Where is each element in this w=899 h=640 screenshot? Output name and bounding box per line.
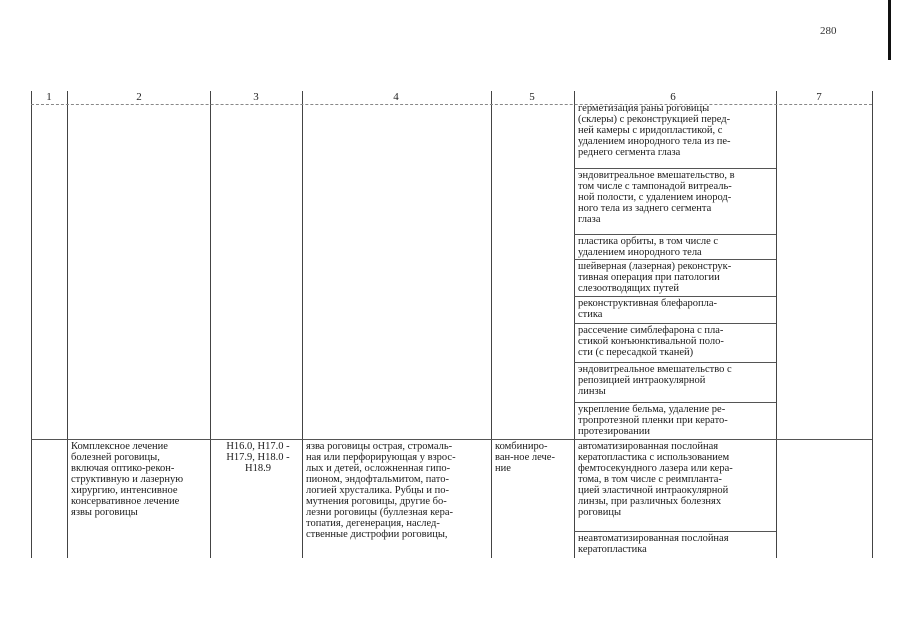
row-separator [574, 402, 776, 403]
col-divider-6 [776, 91, 777, 558]
column-number: 4 [393, 91, 399, 103]
row-separator [574, 362, 776, 363]
row-separator [574, 168, 776, 169]
column-number: 6 [670, 91, 676, 103]
patient-model-cell: язва роговицы острая, стромаль- ная или перфорирующая у взрос- лых и детей, осложненная гипо- пионом, эндофтальмитом, пато- логией хрусталика. Рубцы и по- мутнения роговицы, другие бо- лезни роговицы (буллезная кера- топатия, дегенерация, наслед- ственные дистрофии роговицы, [306, 441, 456, 540]
treatment-method-cell: пластика орбиты, в том числе с удалением инородного тела [578, 236, 719, 258]
treatment-method-cell: неавтоматизированная послойная кератопластика [578, 533, 729, 555]
row-separator-full [31, 439, 872, 440]
row-separator [574, 531, 776, 532]
column-number: 7 [816, 91, 822, 103]
column-number: 2 [136, 91, 142, 103]
treatment-method-cell: автоматизированная послойная кератопластика с использованием фемтосекундного лазера или кера- тома, в том числе с реимпланта- цией эластичной интраокулярной линзы, при различных болезнях роговицы [578, 441, 733, 518]
row-separator [574, 323, 776, 324]
col-divider-1 [67, 91, 68, 558]
treatment-method-cell: эндовитреальное вмешательство с репозицией интраокулярной линзы [578, 364, 732, 397]
col-divider-5 [574, 91, 575, 558]
column-number: 3 [253, 91, 259, 103]
care-type-name-cell: Комплексное лечение болезней роговицы, включая оптико-рекон- структивную и лазерную хирургию, интенсивное консервативное лечение язвы роговицы [71, 441, 184, 518]
scan-edge-mark [888, 0, 891, 60]
page-number: 280 [820, 25, 837, 37]
treatment-method-cell: реконструктивная блефаропла- стика [578, 298, 718, 320]
row-separator [574, 234, 776, 235]
column-number: 1 [46, 91, 52, 103]
treatment-method-cell: укрепление бельма, удаление ре- тропротезной пленки при керато- протезировании [578, 404, 728, 437]
col-divider-3 [302, 91, 303, 558]
row-separator [574, 259, 776, 260]
treatment-type-cell: комбиниро- ван-ное лече- ние [495, 441, 555, 474]
table-border-right [872, 91, 873, 558]
row-separator [574, 296, 776, 297]
table-border-left [31, 91, 32, 558]
treatment-method-cell: рассечение симблефарона с пла- стикой конъюнктивальной поло- сти (с пересадкой тканей) [578, 325, 724, 358]
treatment-method-cell: шейверная (лазерная) реконструк- тивная операция при патологии слезоотводящих путей [578, 261, 732, 294]
treatment-method-cell: герметизация раны роговицы (склеры) с реконструкцией перед- ней камеры с иридопластикой, с удалением инородного тела из пе- реднего сегмента глаза [578, 103, 731, 158]
column-number: 5 [529, 91, 535, 103]
treatment-method-cell: эндовитреальное вмешательство, в том числе с тампонадой витреаль- ной полости, с удалением инород- ного тела из заднего сегмента глаза [578, 170, 735, 225]
icd-codes-cell: H16.0, H17.0 - H17.9, H18.0 - H18.9 [226, 441, 290, 474]
